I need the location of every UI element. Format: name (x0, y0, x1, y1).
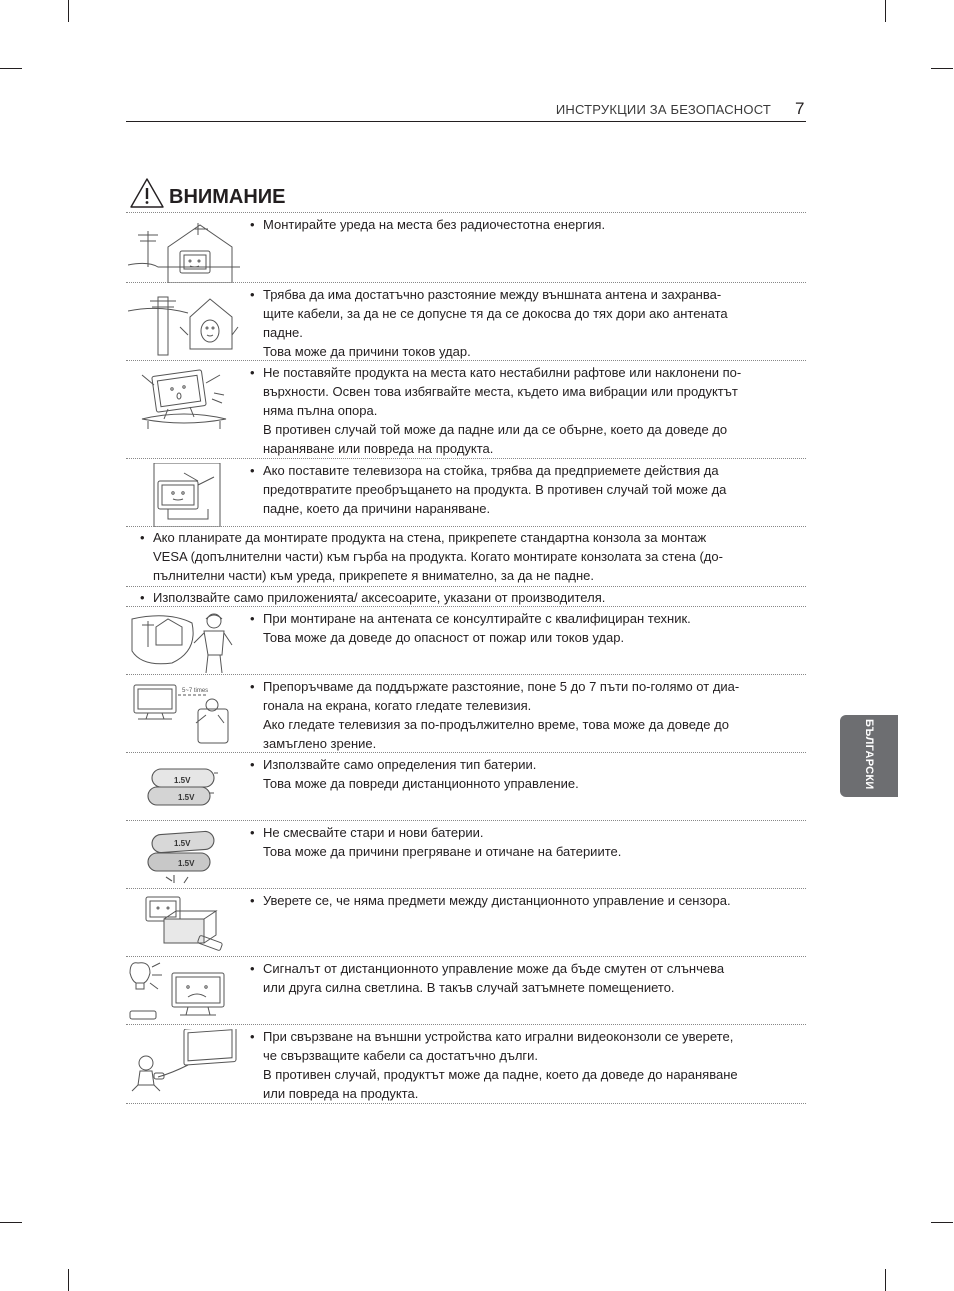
antenna-power-line-illustration (128, 287, 240, 357)
caution-item (126, 458, 806, 527)
batteries-illustration (128, 757, 240, 817)
caution-item (126, 606, 806, 675)
caution-text: • Ако поставите телевизора на стойка, трябва да предприемете действия да предотвратите преобръщането на продукта. В противен случай той може да падне, което да причини нараняване. (250, 463, 727, 516)
crop-mark (68, 0, 69, 22)
caution-item (126, 360, 806, 459)
caution-item (126, 674, 806, 753)
battery-label: 1.5V (178, 859, 195, 868)
header-rule (126, 121, 806, 122)
caution-text: • Ако планирате да монтирате продукта на стена, прикрепете стандартна конзола за монтаж VESA (допълнителни части) към гърба на продукта. Когато монтирате конзолата за стена (до- пълнителни части) към уреда, прикрепете я внимателно, за да не падне. (140, 530, 723, 583)
caution-text: • Не поставяйте продукта на места като нестабилни рафтове или наклонени по- върхности. Освен това избягвайте места, където има вибрации или продуктът няма пълна опора. В противен случай той може да падне или да се обърне, което да доведе до нараняване или повреда на продукта. (250, 365, 742, 456)
caution-item (126, 752, 806, 821)
caution-item (126, 212, 806, 283)
viewing-distance-illustration (128, 679, 240, 749)
caution-text: • При монтиране на антената се консултирайте с квалифициран техник. Това може да доведе до опасност от пожар или токов удар. (250, 611, 691, 645)
caution-text: • Монтирайте уреда на места без радиочестотна енергия. (250, 217, 606, 232)
caution-text: • Уверете се, че няма предмети между дистанционното управление и сензора. (250, 893, 731, 908)
caution-text: • Препоръчваме да поддържате разстояние, поне 5 до 7 пъти по-голямо от диа- гонала на екрана, когато гледате телевизия. Ако гледате телевизия за по-продължително време, това може да доведе до замъглено зрение. (250, 679, 740, 751)
caution-item (126, 526, 806, 587)
caution-text: • Използвайте само определения тип батерии. Това може да повреди дистанционното управление. (250, 757, 579, 791)
caution-text: • Използвайте само приложенията/ аксесоарите, указани от производителя. (140, 590, 606, 605)
caution-text: • Не смесвайте стари и нови батерии. Това може да причини прегряване и отичане на батериите. (250, 825, 622, 859)
caution-heading: ВНИМАНИЕ (169, 186, 286, 208)
caution-text: • Сигналът от дистанционното управление може да бъде смутен от слънчева или друга силна светлина. В такъв случай затъмнете помещението. (250, 961, 725, 995)
mixed-batteries-illustration (128, 825, 240, 887)
remote-obstacle-illustration (128, 893, 240, 957)
crop-mark (885, 0, 886, 22)
crop-mark (885, 1269, 886, 1291)
game-console-cable-illustration (128, 1029, 240, 1095)
unstable-tv-illustration (128, 365, 240, 437)
crop-mark (931, 1222, 953, 1223)
caution-item (126, 282, 806, 361)
technician-antenna-illustration (128, 611, 240, 675)
sunlight-remote-illustration (128, 961, 240, 1025)
battery-label: 1.5V (174, 839, 191, 848)
battery-label: 1.5V (174, 776, 191, 785)
caution-item (126, 956, 806, 1025)
caution-item (126, 820, 806, 889)
language-tab-label: БЪЛГАРСКИ (863, 719, 875, 790)
language-tab[interactable] (840, 715, 898, 797)
caution-item (126, 586, 806, 607)
warning-icon (129, 177, 165, 209)
crop-mark (931, 68, 953, 69)
caution-item (126, 888, 806, 957)
caution-item (126, 1024, 806, 1104)
section-title: ИНСТРУКЦИИ ЗА БЕЗОПАСНОСТ (555, 102, 771, 117)
caution-text: • Трябва да има достатъчно разстояние между външната антена и захранва- щите кабели, за да не се допусне тя да се докосва до тях дори ако антената падне. Това може да причини токов удар. (250, 287, 728, 359)
house-antenna-illustration (128, 217, 240, 283)
crop-mark (0, 68, 22, 69)
crop-mark (0, 1222, 22, 1223)
battery-label: 1.5V (178, 793, 195, 802)
crop-mark (68, 1269, 69, 1291)
distance-label: 5~7 times (182, 688, 209, 694)
caution-text: • При свързване на външни устройства като игрални видеоконзоли се уверете, че свързващите кабели са достатъчно дълги. В противен случай, продуктът може да падне, което да доведе до нараняване или повреда на продукта. (250, 1029, 738, 1101)
page-number: 7 (795, 99, 805, 118)
tv-stand-wall-illustration (128, 463, 240, 527)
